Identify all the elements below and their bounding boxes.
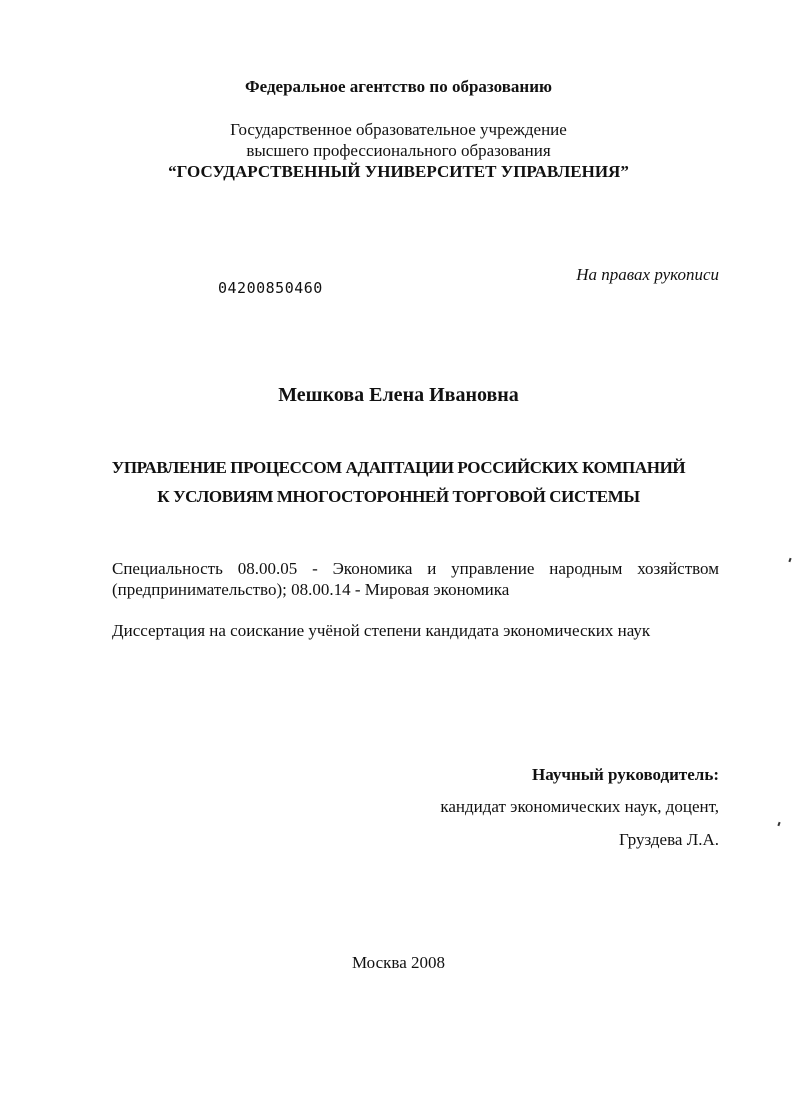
author-name: Мешкова Елена Ивановна	[278, 384, 519, 406]
specialty-text: Специальность 08.00.05 - Экономика и управление народным хозяйством (предпринимательство); 08.00.14 - Мировая экономика	[112, 559, 719, 599]
supervisor-degree: кандидат экономических наук, доцент,	[440, 797, 719, 816]
supervisor-name: Груздева Л.А.	[618, 830, 719, 849]
document-code: 04200850460	[218, 279, 323, 297]
institution-name: “ГОСУДАРСТВЕННЫЙ УНИВЕРСИТЕТ УПРАВЛЕНИЯ”	[168, 162, 629, 181]
scan-speck	[777, 822, 780, 826]
institution-line-1: Государственное образовательное учреждение	[230, 120, 567, 139]
title-line-1: УПРАВЛЕНИЕ ПРОЦЕССОМ АДАПТАЦИИ РОССИЙСКИХ КОМПАНИЙ	[111, 458, 686, 477]
title-line-2: К УСЛОВИЯМ МНОГОСТОРОННЕЙ ТОРГОВОЙ СИСТЕМЫ	[157, 487, 640, 506]
institution-line-2: высшего профессионального образования	[246, 141, 551, 160]
supervisor-heading: Научный руководитель:	[532, 765, 719, 784]
rights-note: На правах рукописи	[576, 265, 719, 284]
dissertation-degree-text: Диссертация на соискание учёной степени кандидата экономических наук	[112, 621, 651, 640]
agency-heading: Федеральное агентство по образованию	[245, 77, 552, 96]
dissertation-title	[0, 453, 797, 511]
institution-block	[0, 119, 797, 182]
scan-speck	[788, 558, 791, 562]
city-year: Москва 2008	[351, 953, 446, 972]
